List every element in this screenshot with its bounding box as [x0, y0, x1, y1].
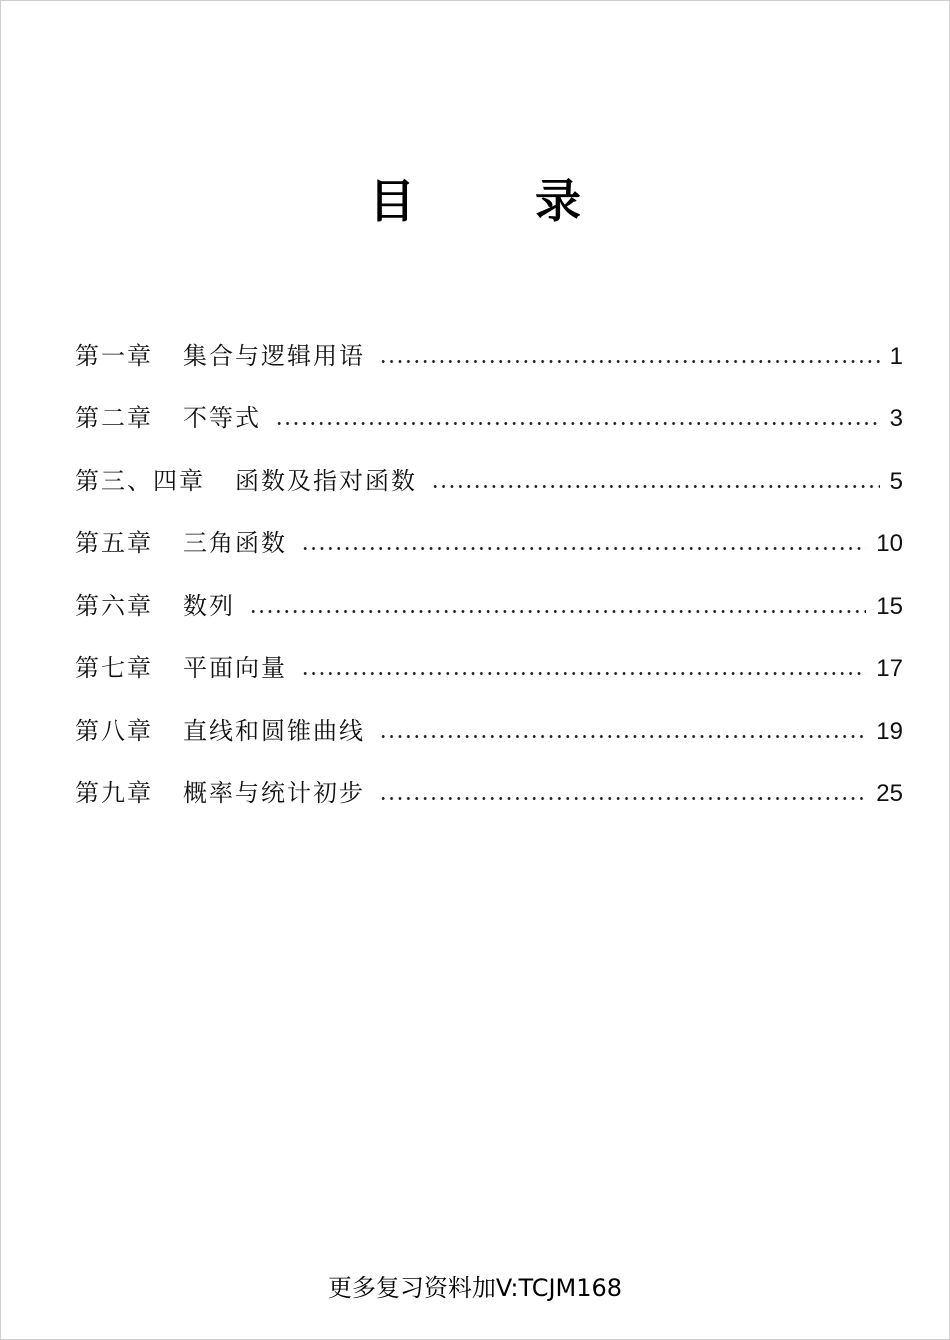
- footer-note: 更多复习资料加V:TCJM168: [327, 1274, 623, 1302]
- dot-leader: [431, 484, 880, 489]
- dot-leader: [249, 609, 866, 614]
- dot-leader: [301, 671, 866, 676]
- toc-entry[interactable]: [75, 683, 903, 746]
- toc-chapter-label: 第五章: [75, 529, 153, 557]
- toc-chapter-title: 数列: [183, 591, 235, 620]
- dot-leader: [379, 734, 866, 739]
- page-title: 目 录: [368, 174, 633, 228]
- toc-chapter-label: 第一章: [75, 341, 153, 370]
- toc-page-number: 15: [876, 592, 903, 620]
- dot-leader: [379, 359, 880, 364]
- toc-entry[interactable]: [75, 371, 903, 434]
- toc-page-number: 25: [876, 780, 903, 807]
- toc-page-number: 19: [876, 717, 903, 745]
- toc-page-number: 3: [889, 405, 903, 432]
- toc-chapter-title: 不等式: [183, 404, 261, 432]
- toc-chapter-label: 第八章: [75, 716, 153, 745]
- toc-chapter-title: 平面向量: [183, 654, 287, 682]
- toc-chapter-label: 第三、四章: [75, 466, 205, 495]
- toc-chapter-label: 第七章: [75, 654, 153, 682]
- toc-entry[interactable]: [75, 621, 903, 684]
- toc-entry[interactable]: [75, 308, 903, 371]
- toc-chapter-label: 第九章: [75, 779, 153, 807]
- toc-entry[interactable]: [75, 746, 903, 809]
- toc-chapter-title: 三角函数: [183, 529, 287, 557]
- toc-chapter-title: 集合与逻辑用语: [183, 341, 365, 370]
- toc-entry[interactable]: [75, 496, 903, 559]
- toc-entry[interactable]: [75, 433, 903, 496]
- table-of-contents: [75, 308, 903, 808]
- toc-page-number: 10: [876, 530, 903, 557]
- dot-leader: [301, 546, 866, 551]
- toc-chapter-label: 第二章: [75, 404, 153, 432]
- toc-chapter-label: 第六章: [75, 591, 153, 620]
- toc-page-number: 5: [889, 467, 903, 495]
- toc-chapter-title: 概率与统计初步: [183, 779, 365, 807]
- toc-page-number: 1: [889, 342, 903, 370]
- toc-chapter-title: 函数及指对函数: [235, 466, 417, 495]
- dot-leader: [275, 421, 880, 426]
- toc-entry[interactable]: [75, 558, 903, 621]
- dot-leader: [379, 796, 866, 801]
- toc-chapter-title: 直线和圆锥曲线: [183, 716, 365, 745]
- toc-page-number: 17: [876, 655, 903, 682]
